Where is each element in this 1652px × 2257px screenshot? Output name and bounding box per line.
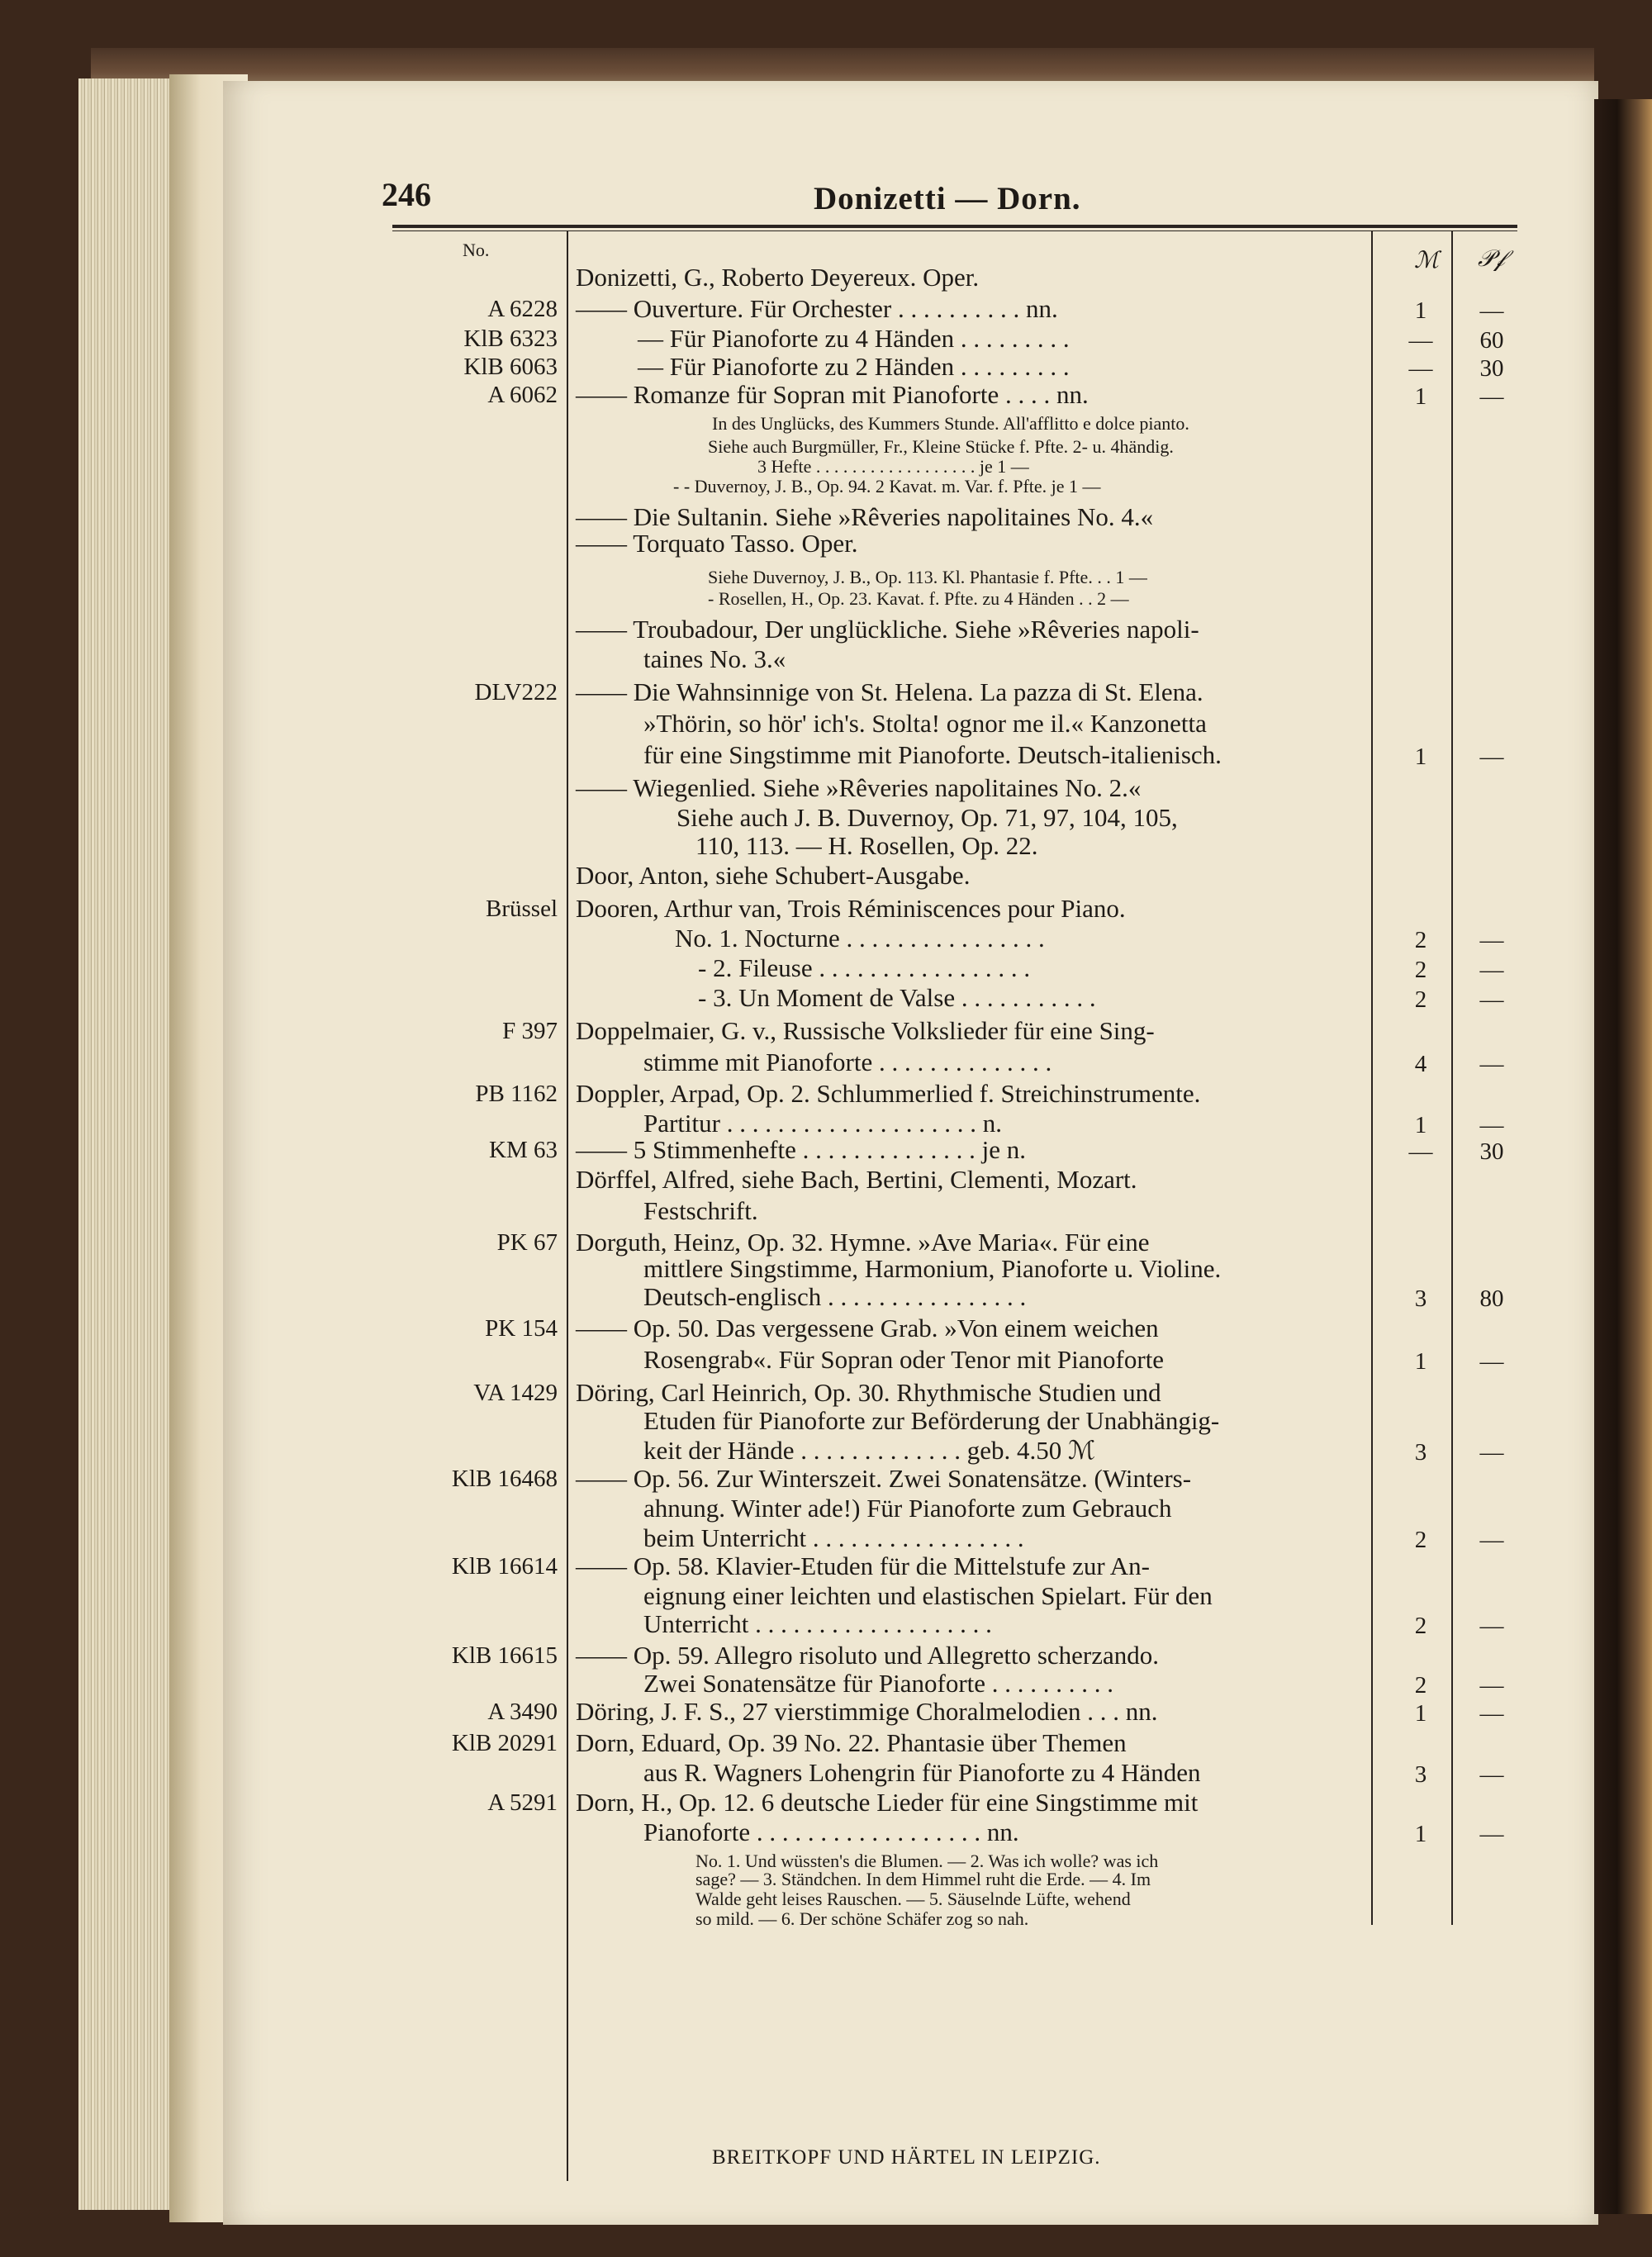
price-mark: 2 xyxy=(1414,986,1427,1013)
entry-line: —— Wiegenlied. Siehe »Rêveries napolitaines No. 2.« xyxy=(576,773,1142,802)
entry-line: taines No. 3.« xyxy=(643,644,786,673)
entry-line: sage? — 3. Ständchen. In dem Himmel ruht die Erde. — 4. Im xyxy=(695,1869,1151,1889)
catalog-number: A 6062 xyxy=(487,382,558,408)
catalog-number: Brüssel xyxy=(486,896,558,922)
price-pfennig: — xyxy=(1479,1761,1504,1788)
price-pfennig: — xyxy=(1479,957,1504,983)
price-mark: 1 xyxy=(1414,383,1427,410)
price-pfennig: — xyxy=(1479,986,1504,1013)
facing-page-edge xyxy=(1594,99,1652,2214)
entry-line: beim Unterricht . . . . . . . . . . . . . . . . . xyxy=(643,1523,1024,1552)
catalog-number: VA 1429 xyxy=(473,1380,558,1406)
entry-line: Deutsch-englisch . . . . . . . . . . . . . . . . xyxy=(643,1282,1027,1311)
price-pfennig: — xyxy=(1479,1439,1504,1466)
price-pfennig: — xyxy=(1479,1700,1504,1727)
entry-line: —— Op. 58. Klavier-Etuden für die Mittelstufe zur An- xyxy=(576,1551,1150,1580)
column-header-pfennig: 𝒫𝒻 xyxy=(1478,246,1505,272)
entry-line: —— Romanze für Sopran mit Pianoforte . . . . nn. xyxy=(576,380,1089,409)
entry-line: Doppler, Arpad, Op. 2. Schlummerlied f. Streichinstrumente. xyxy=(576,1079,1201,1108)
entry-line: —— 5 Stimmenhefte . . . . . . . . . . . . . . je n. xyxy=(576,1135,1027,1164)
entry-line: - 3. Un Moment de Valse . . . . . . . . . . . xyxy=(698,983,1096,1012)
page-stack-edge xyxy=(78,78,178,2210)
entry-line: Dorguth, Heinz, Op. 32. Hymne. »Ave Maria«. Für eine xyxy=(576,1228,1150,1257)
price-mark: — xyxy=(1408,1138,1433,1165)
price-pfennig: — xyxy=(1479,1348,1504,1375)
entry-line: aus R. Wagners Lohengrin für Pianoforte zu 4 Händen xyxy=(643,1758,1201,1787)
entry-line: —— Die Wahnsinnige von St. Helena. La pazza di St. Elena. xyxy=(576,677,1203,706)
column-header-mark: ℳ xyxy=(1414,248,1439,273)
price-pfennig: — xyxy=(1479,1821,1504,1847)
price-mark: 1 xyxy=(1414,1112,1427,1138)
entry-line: Rosengrab«. Für Sopran oder Tenor mit Pianoforte xyxy=(643,1345,1165,1374)
entry-line: Unterricht . . . . . . . . . . . . . . . . . . . xyxy=(643,1609,992,1638)
entry-line: ahnung. Winter ade!) Für Pianoforte zum Gebrauch xyxy=(643,1494,1172,1523)
entry-line: In des Unglücks, des Kummers Stunde. All'afflitto e dolce pianto. xyxy=(712,413,1189,434)
price-pfennig: — xyxy=(1479,1613,1504,1639)
price-mark: 1 xyxy=(1414,1821,1427,1847)
entry-line: Doppelmaier, G. v., Russische Volkslieder für eine Sing- xyxy=(576,1016,1155,1045)
entry-line: »Thörin, so hör' ich's. Stolta! ognor me il.« Kanzonetta xyxy=(643,709,1207,738)
catalog-number: KM 63 xyxy=(489,1137,558,1163)
entry-line: Siehe Duvernoy, J. B., Op. 113. Kl. Phantasie f. Pfte. . . 1 — xyxy=(708,567,1147,587)
catalog-number: PK 67 xyxy=(496,1229,558,1256)
price-mark: 3 xyxy=(1414,1439,1427,1466)
price-mark: — xyxy=(1408,355,1433,382)
catalog-number: PB 1162 xyxy=(475,1081,558,1107)
price-mark: 2 xyxy=(1414,957,1427,983)
entry-line: —— Op. 59. Allegro risoluto und Allegretto scherzando. xyxy=(576,1641,1159,1670)
price-pfennig: — xyxy=(1479,383,1504,410)
entry-line: No. 1. Nocturne . . . . . . . . . . . . . . . . xyxy=(675,924,1045,953)
catalog-number: KlB 16468 xyxy=(451,1466,558,1492)
price-mark: 1 xyxy=(1414,1700,1427,1727)
header-rule-thin xyxy=(392,230,1517,231)
catalog-number: KlB 6323 xyxy=(463,325,558,352)
entry-line: — Für Pianoforte zu 2 Händen . . . . . . . . . xyxy=(638,352,1070,381)
price-pfennig: 60 xyxy=(1479,327,1504,354)
price-pfennig: — xyxy=(1479,297,1504,324)
price-pfennig: — xyxy=(1479,1527,1504,1553)
entry-line: so mild. — 6. Der schöne Schäfer zog so nah. xyxy=(695,1908,1029,1929)
page-number: 246 xyxy=(382,176,431,213)
column-divider xyxy=(1451,231,1453,1925)
entry-line: —— Op. 56. Zur Winterszeit. Zwei Sonatensätze. (Winters- xyxy=(576,1464,1192,1493)
entry-line: — Für Pianoforte zu 4 Händen . . . . . . . . . xyxy=(638,324,1070,353)
column-header-no: No. xyxy=(463,240,490,260)
entry-line: eignung einer leichten und elastischen Spielart. Für den xyxy=(643,1581,1213,1610)
entry-line: Etuden für Pianoforte zur Beförderung der Unabhängig- xyxy=(643,1406,1220,1435)
entry-line: für eine Singstimme mit Pianoforte. Deutsch-italienisch. xyxy=(643,740,1222,769)
entry-line: Dorn, Eduard, Op. 39 No. 22. Phantasie über Themen xyxy=(576,1728,1127,1757)
price-mark: 1 xyxy=(1414,1348,1427,1375)
entry-line: 110, 113. — H. Rosellen, Op. 22. xyxy=(695,831,1038,860)
price-pfennig: 30 xyxy=(1479,355,1504,382)
price-mark: 2 xyxy=(1414,1672,1427,1699)
entry-line: Dörffel, Alfred, siehe Bach, Bertini, Clementi, Mozart. xyxy=(576,1165,1137,1194)
price-pfennig: — xyxy=(1479,744,1504,770)
price-mark: 2 xyxy=(1414,1527,1427,1553)
catalog-number: F 397 xyxy=(502,1018,558,1044)
price-pfennig: 80 xyxy=(1479,1285,1504,1312)
entry-line: Festschrift. xyxy=(643,1196,758,1225)
price-mark: 3 xyxy=(1414,1285,1427,1312)
column-divider xyxy=(1371,231,1373,1925)
price-mark: 2 xyxy=(1414,1613,1427,1639)
entry-line: Siehe auch J. B. Duvernoy, Op. 71, 97, 104, 105, xyxy=(676,803,1178,832)
entry-line: No. 1. Und wüssten's die Blumen. — 2. Was ich wolle? was ich xyxy=(695,1851,1159,1871)
price-mark: 1 xyxy=(1414,297,1427,324)
entry-line: stimme mit Pianoforte . . . . . . . . . . . . . . xyxy=(643,1048,1052,1076)
entry-line: Dooren, Arthur van, Trois Réminiscences pour Piano. xyxy=(576,894,1126,923)
entry-line: Siehe auch Burgmüller, Fr., Kleine Stücke f. Pfte. 2- u. 4händig. xyxy=(708,436,1174,457)
price-mark: 1 xyxy=(1414,744,1427,770)
entry-line: Döring, J. F. S., 27 vierstimmige Choralmelodien . . . nn. xyxy=(576,1697,1158,1726)
price-mark: 4 xyxy=(1414,1051,1427,1077)
publisher-footer: BREITKOPF UND HÄRTEL IN LEIPZIG. xyxy=(712,2146,1101,2169)
catalog-number: A 6228 xyxy=(487,296,558,322)
price-mark: 3 xyxy=(1414,1761,1427,1788)
entry-line: —— Die Sultanin. Siehe »Rêveries napolitaines No. 4.« xyxy=(576,502,1154,531)
price-mark: 2 xyxy=(1414,927,1427,953)
price-mark: — xyxy=(1408,327,1433,354)
entry-line: keit der Hände . . . . . . . . . . . . . geb. 4.50 ℳ xyxy=(643,1436,1096,1465)
entry-line: Pianoforte . . . . . . . . . . . . . . . . . . nn. xyxy=(643,1817,1019,1846)
price-pfennig: — xyxy=(1479,927,1504,953)
price-pfennig: 30 xyxy=(1479,1138,1504,1165)
header-rule xyxy=(392,225,1517,228)
entry-line: Zwei Sonatensätze für Pianoforte . . . . . . . . . . xyxy=(643,1669,1114,1698)
entry-line: Partitur . . . . . . . . . . . . . . . . . . . . n. xyxy=(643,1109,1002,1138)
catalog-number: DLV222 xyxy=(474,679,558,706)
entry-line: mittlere Singstimme, Harmonium, Pianoforte u. Violine. xyxy=(643,1254,1222,1283)
entry-line: - - Duvernoy, J. B., Op. 94. 2 Kavat. m. Var. f. Pfte. je 1 — xyxy=(673,476,1101,497)
price-pfennig: — xyxy=(1479,1672,1504,1699)
price-pfennig: — xyxy=(1479,1051,1504,1077)
entry-line: —— Troubadour, Der unglückliche. Siehe »Rêveries napoli- xyxy=(576,615,1199,644)
catalog-number: A 3490 xyxy=(487,1699,558,1725)
catalog-number: KlB 16614 xyxy=(451,1553,558,1580)
entry-line: - 2. Fileuse . . . . . . . . . . . . . . . . . xyxy=(698,953,1031,982)
entry-line: —— Torquato Tasso. Oper. xyxy=(576,529,858,558)
entry-line: - Rosellen, H., Op. 23. Kavat. f. Pfte. zu 4 Händen . . 2 — xyxy=(708,588,1129,609)
column-divider xyxy=(567,231,568,2181)
entry-line: 3 Hefte . . . . . . . . . . . . . . . . . . je 1 — xyxy=(757,456,1029,477)
entry-line: —— Op. 50. Das vergessene Grab. »Von einem weichen xyxy=(576,1314,1159,1342)
entry-line: Door, Anton, siehe Schubert-Ausgabe. xyxy=(576,861,971,890)
page-title: Donizetti — Dorn. xyxy=(814,181,1081,216)
entry-line: Döring, Carl Heinrich, Op. 30. Rhythmische Studien und xyxy=(576,1378,1161,1407)
price-pfennig: — xyxy=(1479,1112,1504,1138)
catalog-number: KlB 16615 xyxy=(451,1642,558,1669)
catalog-number: A 5291 xyxy=(487,1789,558,1816)
entry-line: —— Ouverture. Für Orchester . . . . . . . . . . nn. xyxy=(576,294,1058,323)
catalog-number: KlB 20291 xyxy=(451,1730,558,1756)
catalog-number: PK 154 xyxy=(485,1315,558,1342)
entry-line: Donizetti, G., Roberto Deyereux. Oper. xyxy=(576,263,980,292)
catalog-number: KlB 6063 xyxy=(463,354,558,380)
entry-line: Dorn, H., Op. 12. 6 deutsche Lieder für eine Singstimme mit xyxy=(576,1788,1199,1817)
entry-line: Walde geht leises Rauschen. — 5. Säuselnde Lüfte, wehend xyxy=(695,1889,1131,1909)
